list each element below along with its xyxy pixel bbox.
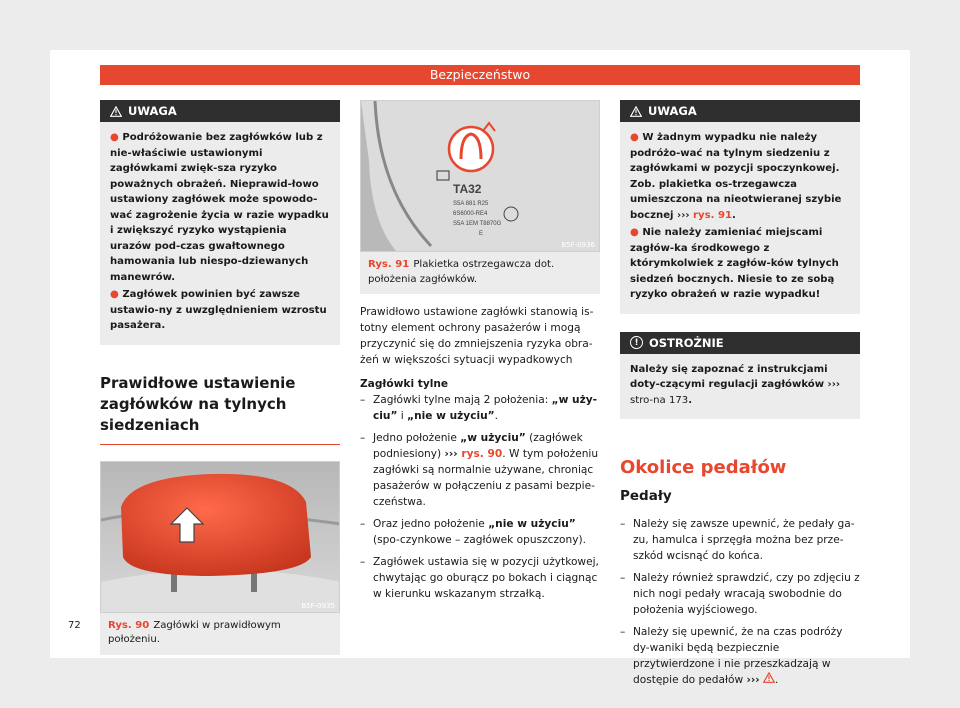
- pedals-list: [620, 516, 860, 688]
- warning-label-figure: [360, 100, 600, 252]
- label-text-line: 6S6000-RE4: [453, 211, 488, 217]
- caution-body: [620, 354, 860, 420]
- list-item: – Jedno położenie „w użyciu” (zagłówek podniesiony) ››› rys. 90. W tym położeniu zagłówki są normalnie używane, chroniąc pasażerów w połączeniu z pasami bezpie-czeństwa.: [360, 430, 600, 510]
- rear-headrest-list: [360, 392, 600, 602]
- info-circle-icon: !: [630, 336, 643, 349]
- warning-header: [620, 100, 860, 122]
- warning-item: ● W żadnym wypadku nie należy podróżo-wać na tylnym siedzeniu z zagłówkami w pozycji spoczynkowej. Zob. plakietka os-trzegawcza umieszczona na nieotwieranej szybie bocznej ››› rys. 91.: [630, 132, 842, 221]
- warning-triangle-icon[interactable]: [763, 672, 775, 683]
- figure-caption: Rys. 91 Plakietka ostrzegawcza dot. położenia zagłówków.: [360, 252, 600, 294]
- warning-title: UWAGA: [128, 104, 177, 118]
- label-text-line: S5A 1EM T8870G: [453, 221, 502, 227]
- label-illustration: [361, 101, 600, 251]
- chapter-header: Bezpieczeństwo: [100, 65, 860, 85]
- intro-paragraph: Prawidłowo ustawione zagłówki stanowią is-totny element ochrony pasażerów i mogą przyczynić się do zmniejszenia ryzyka obra-żeń w większości sytuacji wypadkowych: [360, 306, 594, 366]
- column-right: [620, 100, 860, 694]
- page-link[interactable]: stro-na 173: [630, 394, 689, 406]
- warning-triangle-icon: [630, 106, 642, 117]
- caution-title: OSTROŻNIE: [649, 335, 724, 350]
- label-text-line: E: [479, 231, 484, 237]
- figure-link[interactable]: rys. 90: [457, 448, 503, 460]
- list-item: – Należy się upewnić, że na czas podróży dy-waniki będą bezpiecznie przytwierdzone i nie przeszkadzają w dostępie do pedałów ››› .: [620, 624, 860, 688]
- list-item: – Należy się zawsze upewnić, że pedały ga-zu, hamulca i sprzęgła można bez prze-szkód wcisnąć do końca.: [620, 516, 860, 564]
- headrest-figure: [100, 461, 340, 613]
- list-item: – Zagłówek ustawia się w pozycji użytkowej, chwytając go oburącz po bokach i ciągnąc w kierunku wskazanym strzałką.: [360, 554, 600, 602]
- figure-caption: Rys. 90 Zagłówki w prawidłowym położeniu.: [100, 613, 340, 655]
- warning-item: ● Podróżowanie bez zagłówków lub z nie-właściwie ustawionymi zagłówkami zwięk-sza ryzyko poważnych obrażeń. Nieprawid-łowo ustawiony zagłówek może spowodo-wać zagrożenie życia w razie wypadku i zwiększyć ryzyko wystąpienia urazów pod-czas gwałtownego hamowania lub niespo-dziewanych manewrów.: [110, 132, 329, 283]
- subheading: Zagłówki tylne: [360, 378, 449, 390]
- label-text-top: TA32: [453, 182, 482, 196]
- list-item: – Oraz jedno położenie „nie w użyciu” (spo-czynkowe – zagłówek opuszczony).: [360, 516, 600, 548]
- warning-item: ● Zagłówek powinien być zawsze ustawio-ny z uwzględnieniem wzrostu pasażera.: [110, 289, 327, 331]
- section-subtitle: Pedały: [620, 488, 672, 504]
- caution-box: [620, 332, 860, 420]
- section-title: Prawidłowe ustawienie zagłówków na tylnych siedzeniach: [100, 373, 340, 445]
- section-big-title: Okolice pedałów: [620, 457, 787, 478]
- warning-title: UWAGA: [648, 104, 697, 118]
- column-middle: [360, 100, 600, 608]
- list-item: – Należy również sprawdzić, czy po zdjęciu z nich nogi pedały wracają swobodnie do położenia wyjściowego.: [620, 570, 860, 618]
- warning-item: ● Nie należy zamieniać miejscami zagłów-ka środkowego z którymkolwiek z zagłów-ków tylnych siedzeń bocznych. Niesie to ze sobą ryzyko obrażeń w razie wypadku!: [630, 227, 839, 300]
- warning-header: [100, 100, 340, 122]
- caution-text: Należy się zapoznać z instrukcjami doty-czącymi regulacji zagłówków ››› stro-na 173.: [630, 363, 841, 406]
- label-text-line: S5A 881 R25: [453, 201, 489, 207]
- figure-code: B5F-0935: [301, 601, 335, 610]
- warning-triangle-icon: [110, 106, 122, 117]
- headrest-illustration: [101, 462, 340, 612]
- figure-code: B5F-0936: [561, 241, 595, 249]
- warning-body: [620, 122, 860, 314]
- figure-link[interactable]: rys. 91: [689, 209, 732, 221]
- page-number: 72: [68, 620, 81, 631]
- list-item: – Zagłówki tylne mają 2 położenia: „w uży-ciu” i „nie w użyciu”.: [360, 392, 600, 424]
- warning-body: [100, 122, 340, 345]
- warning-box: [100, 100, 340, 345]
- warning-box: [620, 100, 860, 314]
- caution-header: [620, 332, 860, 354]
- column-left: [100, 100, 340, 655]
